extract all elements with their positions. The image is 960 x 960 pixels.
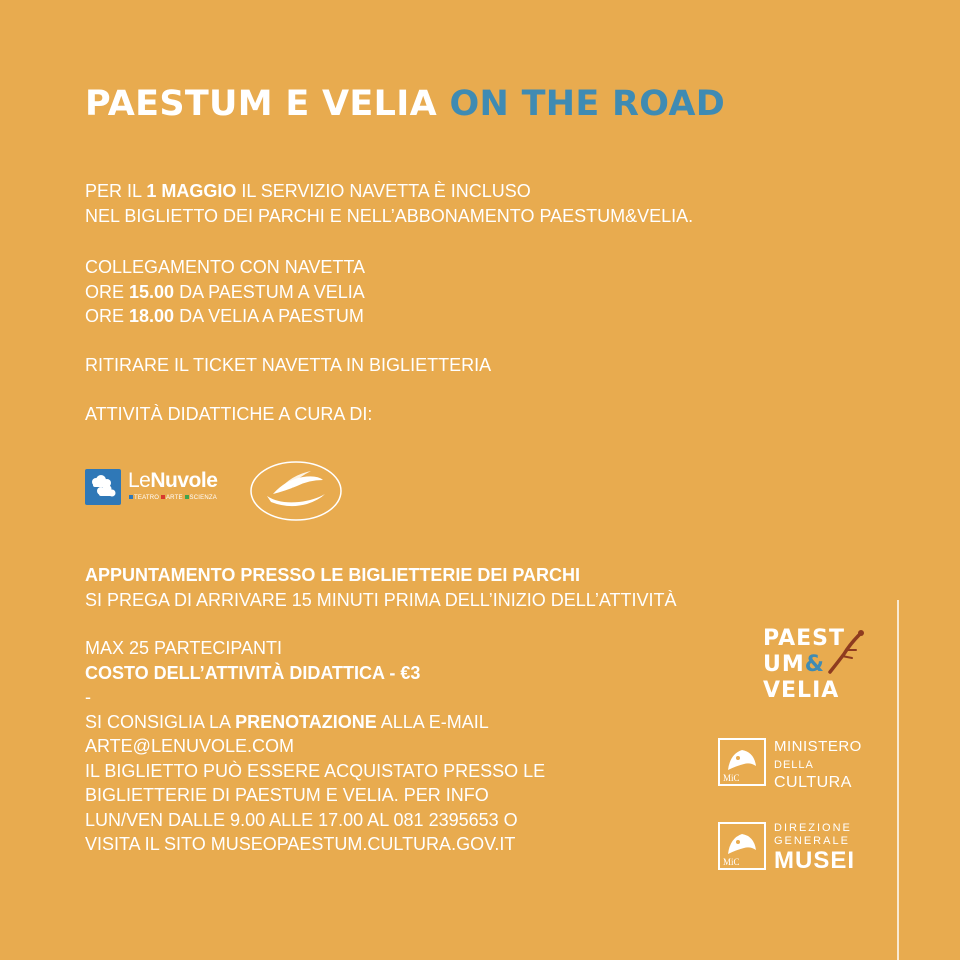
activity-details: [85, 636, 545, 857]
green-dot-icon: [185, 495, 189, 499]
max-participants: MAX 25 PARTECIPANTI: [85, 638, 283, 658]
booking-pre: SI CONSIGLIA LA: [85, 711, 236, 732]
le-nuvole-sub-1: TEATRO: [134, 495, 160, 501]
intro-line-1-pre: PER IL: [85, 181, 147, 201]
activities-label: ATTIVITÀ DIDATTICHE A CURA DI:: [85, 404, 373, 424]
direzione-line-1: DIREZIONE: [774, 822, 852, 834]
mic-label: MiC: [723, 773, 740, 783]
shuttle-time-2-route: DA VELIA A PAESTUM: [174, 306, 364, 326]
le-nuvole-subtitle: [129, 495, 217, 501]
paestum-logo-um: UM: [763, 652, 805, 677]
le-nuvole-sub-3: SCIENZA: [189, 495, 217, 501]
shuttle-time-1: [85, 280, 365, 305]
direzione-line-2: GENERALE: [774, 835, 850, 847]
booking-keyword: PRENOTAZIONE: [235, 711, 377, 732]
paestum-logo-line-3: VELIA: [763, 678, 840, 703]
vertical-divider: [897, 600, 899, 960]
shuttle-schedule: [85, 255, 365, 329]
title-part-2: ON THE ROAD: [449, 84, 726, 124]
ministero-text: [774, 738, 862, 792]
shuttle-time-1-route: DA PAESTUM A VELIA: [174, 281, 365, 302]
shuttle-time-2-hour: 18.00: [129, 306, 175, 326]
paestum-logo-amp: &: [804, 652, 825, 677]
intro-text: [85, 179, 693, 228]
mic-emblem-icon: [718, 738, 766, 786]
shuttle-time-2-pre: ORE: [85, 306, 130, 326]
intro-date: 1 MAGGIO: [146, 181, 237, 201]
ministero-line-3: CULTURA: [774, 774, 852, 791]
activity-cost: COSTO DELL’ATTIVITÀ DIDATTICA - €3: [85, 662, 421, 683]
info-line-3: LUN/VEN DALLE 9.00 ALLE 17.00 AL 081 2395653 O: [85, 809, 518, 830]
booking-post: ALLA E-MAIL: [376, 711, 489, 732]
ticket-note: RITIRARE IL TICKET NAVETTA IN BIGLIETTERIA: [85, 355, 492, 375]
title-part-1: PAESTUM E VELIA: [85, 84, 450, 124]
info-line-2: BIGLIETTERIE DI PAESTUM E VELIA. PER INFO: [85, 785, 489, 805]
winged-sandal-logo: [249, 460, 344, 527]
paestum-logo-line-1: PAEST: [763, 626, 846, 651]
le-nuvole-name-le: Le: [128, 469, 151, 492]
meeting-note: SI PREGA DI ARRIVARE 15 MINUTI PRIMA DELL’INIZIO DELL’ATTIVITÀ: [85, 589, 677, 610]
direzione-text: [774, 822, 855, 874]
ministero-line-2: DELLA: [774, 759, 814, 771]
shuttle-time-2: [85, 304, 365, 329]
le-nuvole-name-nuvole: Nuvole: [150, 469, 218, 492]
intro-line-1-post: IL SERVIZIO NAVETTA È INCLUSO: [236, 181, 531, 201]
shuttle-time-1-hour: 15.00: [129, 281, 175, 302]
mic-label-2: MiC: [723, 857, 740, 867]
website-line: VISITA IL SITO MUSEOPAESTUM.CULTURA.GOV.IT: [85, 834, 516, 854]
le-nuvole-sub-2: ARTE: [165, 495, 183, 501]
info-line-1: IL BIGLIETTO PUÒ ESSERE ACQUISTATO PRESSO LE: [85, 760, 546, 781]
winged-sandal-icon: [249, 460, 344, 522]
meeting-heading: APPUNTAMENTO PRESSO LE BIGLIETTERIE DEI PARCHI: [85, 565, 581, 585]
le-nuvole-cloud-icon: [85, 469, 121, 505]
red-dot-icon: [161, 495, 165, 499]
intro-line-1: [85, 179, 693, 204]
intro-line-2: NEL BIGLIETTO DEI PARCHI E NELL’ABBONAMENTO PAESTUM&VELIA.: [85, 205, 694, 226]
booking-email: ARTE@LENUVOLE.COM: [85, 736, 294, 756]
ministero-line-1: MINISTERO: [774, 738, 862, 755]
diver-figure-icon: [826, 628, 866, 678]
blue-dot-icon: [129, 495, 133, 499]
meeting-info: [85, 563, 677, 612]
direzione-line-3: MUSEI: [774, 847, 856, 874]
le-nuvole-name: [128, 470, 217, 492]
page-title: [85, 84, 725, 124]
shuttle-time-1-pre: ORE: [85, 281, 130, 302]
mic-emblem-icon-2: [718, 822, 766, 870]
booking-line: [85, 710, 545, 735]
separator-dash: -: [85, 687, 91, 707]
shuttle-heading: COLLEGAMENTO CON NAVETTA: [85, 257, 366, 277]
